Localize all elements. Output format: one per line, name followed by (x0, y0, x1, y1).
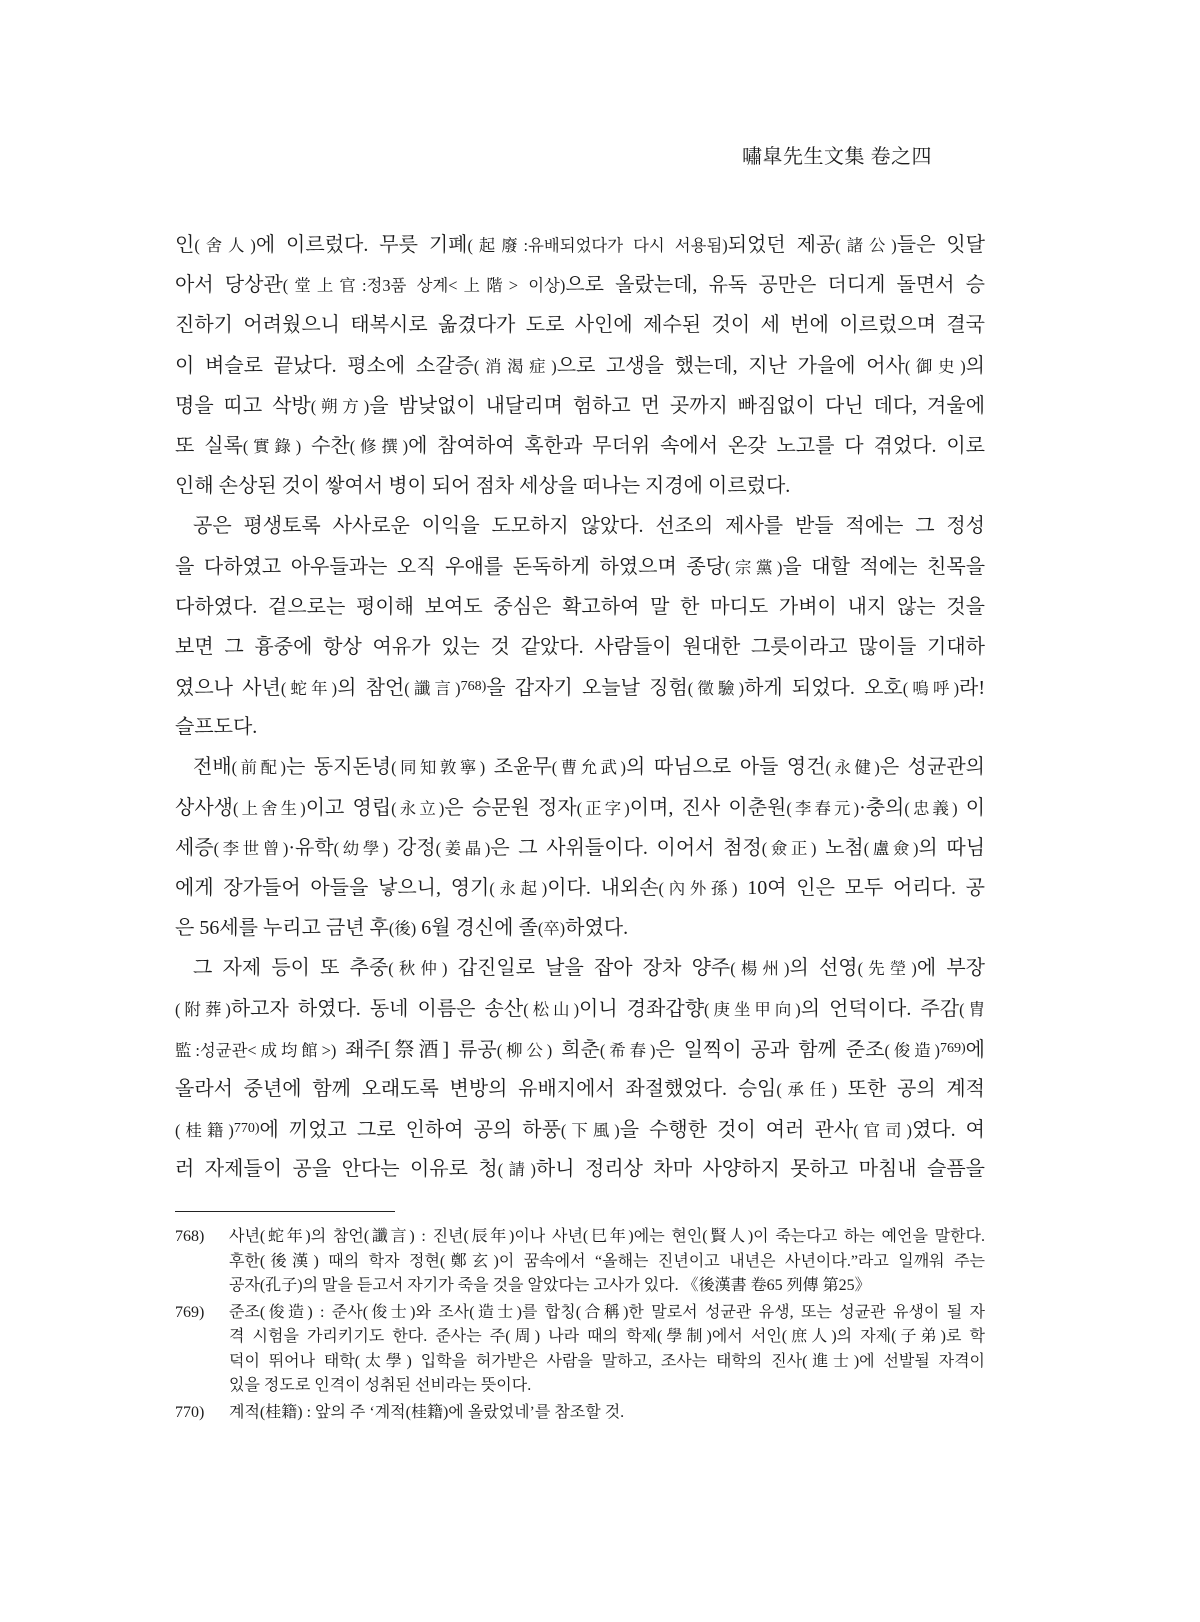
gloss-run: (堂上官:정3품 상계<上階> 이상) (282, 276, 566, 296)
text-run: 세증 (175, 836, 214, 859)
body-line (175, 547, 985, 587)
text-run: 다하였다. 겉으로는 평이해 보여도 중심은 확고하여 말 한 마디도 가벼이 내지 않는 것을 (175, 595, 985, 618)
gloss-run: (讖言) (404, 679, 461, 699)
gloss-run: (忠義) (904, 798, 958, 818)
gloss-run: (楊州) (730, 959, 790, 979)
text-run: 은 56세를 누리고 금년 후 (175, 917, 389, 940)
text-run: 강정 (388, 836, 436, 859)
gloss-run: (俊造) (884, 1040, 940, 1060)
text-run: 의 따님으로 아들 영건 (626, 756, 826, 779)
footnote-number: 768) (175, 1228, 205, 1245)
text-run: 에게 장가들어 아들을 낳으니, 영기 (175, 877, 490, 899)
text-run: 좨주[祭酒] 류공 (336, 1038, 497, 1061)
gloss-run: (李春元) (786, 798, 860, 818)
gloss-run: (松山) (523, 999, 580, 1019)
text-run: 아서 당상관 (175, 274, 283, 297)
footnote-number: 769) (175, 1303, 205, 1321)
text-run: 의 따님 (918, 836, 986, 859)
text-run: 또한 공의 계적 (837, 1077, 985, 1100)
text-run: 들은 잇달 (896, 234, 985, 256)
paragraph (175, 948, 985, 1189)
text-run: 에 이르렀다. 무릇 기폐 (255, 234, 468, 256)
body-line (175, 506, 985, 546)
text-run: 에 부장 (916, 957, 985, 980)
text-run: ·유학 (288, 836, 334, 859)
body-line (175, 989, 985, 1029)
footnote-ref: 769) (940, 1040, 966, 1056)
footnote-body (229, 1401, 985, 1426)
text-run: 전배 (193, 756, 232, 779)
gloss-run: (庚坐甲向) (704, 999, 801, 1019)
gloss-run: (桂籍) (175, 1121, 234, 1141)
text-run: 되었던 제공 (727, 234, 836, 256)
gloss-run: (御史) (904, 356, 966, 376)
gloss-run: (永起) (489, 879, 548, 898)
body-line (175, 466, 985, 506)
gloss-run: (內外孫) (658, 879, 738, 898)
gloss-run: (徵驗) (687, 679, 745, 699)
footnote-line: 후한(後漢) 때의 학자 정현(鄭玄)이 꿈속에서 “올해는 진년이고 내년은 사년이다.”라고 일깨워 주는 (229, 1252, 985, 1270)
text-run: 을 대할 적에는 친목을 (782, 555, 986, 578)
text-run: 하니 정리상 차마 사양하지 못하고 마침내 슬픔을 (535, 1158, 985, 1181)
text-run: 이고 영립 (305, 796, 392, 819)
body-line (175, 305, 985, 345)
gloss-run: (正字) (576, 798, 630, 818)
text-run: 조윤무 (485, 756, 552, 779)
gloss-run: (姜晶) (435, 838, 491, 858)
body-line (175, 426, 985, 466)
gloss-run: (同知敦寧) (391, 758, 486, 778)
text-run: 은 성균관의 (879, 756, 985, 779)
footnote-ref: 770) (233, 1121, 260, 1137)
text-run: 을 밤낮없이 내달리며 험하고 먼 곳까지 빠짐없이 다닌 데다, 겨울에 (369, 394, 986, 417)
body-line (175, 908, 985, 948)
body-line (175, 1069, 985, 1109)
text-run: 희춘 (552, 1038, 600, 1061)
body-line (175, 747, 985, 787)
text-run: 명을 띠고 삭방 (175, 394, 311, 417)
body-line (175, 1149, 985, 1189)
text-run: 에 (965, 1038, 985, 1061)
gloss-run: (李世曾) (213, 838, 289, 858)
text-run: 올라서 중년에 함께 오래도록 변방의 유배지에서 좌절했었다. 승임 (175, 1077, 777, 1100)
gloss-run: (嗚呼) (902, 679, 960, 699)
footnote-line: 있을 정도로 인격이 성취된 선비라는 뜻이다. (229, 1377, 532, 1394)
text-run: 상사생 (175, 796, 233, 819)
text-run: 이니 경좌갑향 (579, 997, 705, 1020)
text-run: 6월 경신에 졸 (416, 917, 538, 940)
footnote-number: 770) (175, 1403, 205, 1421)
gloss-run: (先塋) (857, 959, 917, 979)
body-line (175, 828, 985, 868)
text-run: 하였다. (565, 917, 629, 940)
paragraph (175, 747, 985, 948)
text-run: 은 승문원 정자 (444, 796, 577, 819)
text-run: 은 일찍이 공과 함께 준조 (655, 1038, 885, 1061)
gloss-run: (下風) (560, 1121, 620, 1141)
footnote-separator (175, 1211, 395, 1212)
gloss-run: (永健) (825, 758, 880, 778)
gloss-run: (官司) (853, 1121, 912, 1141)
footnote-body (229, 1301, 985, 1399)
gloss-run: (起廢:유배되었다가 다시 서용됨) (467, 236, 728, 255)
gloss-run: (實錄) (242, 436, 302, 456)
paragraph (175, 225, 985, 506)
text-run: 10여 인은 모두 어리다. 공 (737, 877, 985, 899)
gloss-run: (諸公) (835, 236, 897, 255)
text-run: 에 끼었고 그로 인하여 공의 하풍 (259, 1119, 561, 1142)
text-run: 공은 평생토록 사사로운 이익을 도모하지 않았다. 선조의 제사를 받들 적에는 그 정성 (193, 515, 985, 538)
footnote-line: 덕이 뛰어나 태학(太學) 입학을 허가받은 사람을 말하고, 조사는 태학의 진사(進士)에 선발될 자격이 (229, 1352, 985, 1370)
text-run: ·충의 (859, 796, 905, 819)
body-line (175, 667, 985, 707)
text-run: 노첨 (816, 836, 864, 859)
text-run: 또 실록 (175, 434, 243, 457)
text-run: 슬프도다. (175, 716, 258, 739)
body-line (175, 386, 985, 426)
text-run: 이 벼슬로 끝났다. 평소에 소갈증 (175, 354, 474, 377)
gloss-run: (修撰) (349, 436, 409, 456)
footnote (175, 1401, 985, 1426)
text-run: 은 그 사위들이다. 이어서 첨정 (490, 836, 762, 859)
body-line (175, 1109, 985, 1149)
gloss-run: (僉正) (761, 838, 817, 858)
body-line (175, 265, 985, 305)
footnote-line: 준조(俊造) : 준사(俊士)와 조사(造士)를 합칭(合稱)한 말로서 성균관 유생, 또는 성균관 유생이 될 자 (229, 1303, 985, 1321)
footnotes (175, 1225, 985, 1427)
text-run: 였다. 여 (911, 1119, 985, 1142)
text-run: 이다. 내외손 (547, 877, 659, 899)
text-run: 을 다하였고 아우들과는 오직 우애를 돈독하게 하였으며 종당 (175, 555, 725, 578)
gloss-run: (朔方) (310, 396, 370, 416)
gloss-run: (舍人) (194, 236, 256, 255)
text-run: 하게 되었다. 오호 (744, 677, 903, 700)
gloss-run: (承任) (776, 1079, 838, 1099)
gloss-run: (柳公) (496, 1040, 553, 1060)
footnote (175, 1225, 985, 1299)
footnote-line: 격 시험을 가리키기도 한다. 준사는 주(周) 나라 때의 학제(學制)에서 서인(庶人)의 자제(子弟)로 학 (229, 1328, 985, 1345)
gloss-run: (請) (497, 1160, 536, 1180)
gloss-run: (宗黨) (725, 557, 783, 577)
text-run: 인해 손상된 것이 쌓여서 병이 되어 점차 세상을 떠나는 지경에 이르렀다. (175, 475, 791, 498)
text-run: 수찬 (301, 434, 350, 457)
text-run: 보면 그 흉중에 항상 여유가 있는 것 같았다. 사람들이 원대한 그릇이라고 많이들 기대하 (175, 635, 985, 658)
text-run: 인 (175, 234, 195, 256)
body-line (175, 707, 985, 747)
gloss-run: (永立) (391, 798, 445, 818)
gloss-run: (胄 (959, 999, 985, 1019)
text-run: 의 언덕이다. 주감 (800, 997, 960, 1020)
body-line (175, 868, 985, 908)
gloss-run: 監:성균관<成均館>) (175, 1040, 337, 1060)
gloss-run: (盧僉) (863, 838, 919, 858)
gloss-run: (附葬) (175, 999, 231, 1019)
gloss-run: (蛇年) (280, 679, 338, 699)
gloss-run: (前配) (231, 758, 286, 778)
gloss-run: (後) (388, 919, 417, 939)
paragraph (175, 506, 985, 747)
gloss-run: (幼學) (333, 838, 389, 858)
text-run: 러 자제들이 공을 안다는 이유로 청 (175, 1158, 498, 1181)
body-line (175, 225, 985, 265)
gloss-run: (曹允武) (551, 758, 627, 778)
gloss-run: (希春) (599, 1040, 656, 1060)
footnote (175, 1301, 985, 1399)
gloss-run: (消渴症) (473, 356, 557, 376)
footnote-line: 공자(孔子)의 말을 듣고서 자기가 죽을 것을 알았다는 고사가 있다. 《後漢書 卷65 列傳 第25》 (229, 1277, 871, 1294)
text-run: 의 참언 (337, 677, 405, 700)
text-run: 진하기 어려웠으니 태복시로 옮겼다가 도로 사인에 제수된 것이 세 번에 이르렀으며 결국 (175, 314, 985, 337)
text-run: 으로 올랐는데, 유독 공만은 더디게 돌면서 승 (565, 274, 985, 297)
gloss-run: (秋仲) (388, 959, 448, 979)
text-run: 에 참여하여 혹한과 무더위 속에서 온갖 노고를 다 겪었다. 이로 (408, 434, 985, 457)
text-run: 의 선영 (789, 957, 858, 980)
running-header: 嘯皐先生文集 卷之四 (742, 146, 932, 168)
text-run: 갑진일로 날을 잡아 장차 양주 (447, 957, 731, 980)
text-run: 이며, 진사 이춘원 (629, 796, 787, 819)
body-line (175, 587, 985, 627)
text-run: 그 자제 등이 또 추중 (193, 957, 389, 980)
body-line (175, 948, 985, 988)
footnote-body (229, 1225, 985, 1299)
footnote-line: 사년(蛇年)의 참언(讖言) : 진년(辰年)이나 사년(巳年)에는 현인(賢人)이 죽는다고 하는 예언을 말한다. (229, 1228, 985, 1245)
text-run: 라! (959, 677, 986, 700)
body-text (175, 225, 985, 1190)
text-run: 으로 고생을 했는데, 지난 가을에 어사 (556, 354, 905, 377)
body-line (175, 627, 985, 667)
footnote-line: 계적(桂籍) : 앞의 주 ‘계적(桂籍)에 올랐었네’를 참조할 것. (229, 1403, 625, 1421)
body-line (175, 346, 985, 386)
text-run: 이 (957, 796, 986, 819)
text-run: 을 수행한 것이 여러 관사 (619, 1119, 854, 1142)
gloss-run: (卒) (537, 919, 566, 939)
body-line (175, 788, 985, 828)
gloss-run: (上舍生) (232, 798, 306, 818)
text-run: 을 갑자기 오늘날 징험 (486, 677, 688, 700)
text-run: 였으나 사년 (175, 677, 281, 700)
text-run: 의 (965, 354, 985, 377)
footnote-ref: 768) (460, 679, 487, 695)
body-line (175, 1029, 985, 1069)
text-run: 는 동지돈녕 (285, 756, 392, 779)
text-run: 하고자 하였다. 동네 이름은 송산 (230, 997, 524, 1020)
